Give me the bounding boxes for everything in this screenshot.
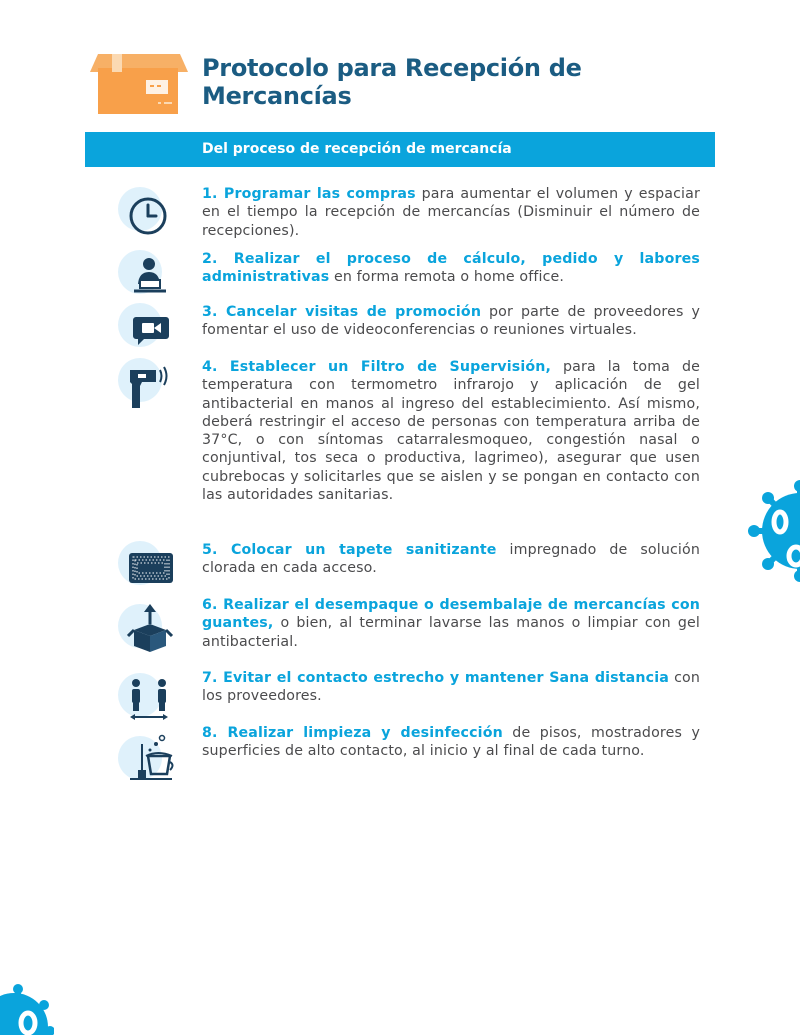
item-highlight: 6. Realizar el desempaque o desembalaje de mercancías con guantes, (202, 597, 700, 632)
item-text (202, 303, 700, 340)
item-highlight: 5. Colocar un tapete sanitizante (202, 542, 497, 558)
item-highlight: 7. Evitar el contacto estrecho y mantener Sana distancia (202, 670, 669, 686)
virus-icon (748, 478, 800, 584)
video-call-icon (116, 303, 176, 353)
item-highlight: 2. Realizar el proceso de cálculo, pedido y labores administrativas (202, 251, 700, 286)
item-highlight: 8. Realizar limpieza y desinfección (202, 725, 503, 741)
social-distance-icon (116, 669, 176, 725)
item-text (202, 185, 700, 240)
item-body: de pisos, mostradores y superficies de alto contacto, al inicio y al final de cada turno. (202, 725, 700, 760)
package-box-icon (88, 50, 190, 114)
virus-icon (0, 983, 54, 1035)
unboxing-icon (116, 596, 176, 652)
remote-work-icon (116, 250, 176, 300)
item-body: para aumentar el volumen y espaciar en el tiempo la recepción de mercancías (Disminuir el número de recepciones). (202, 186, 700, 239)
item-highlight: 4. Establecer un Filtro de Supervisión, (202, 359, 552, 375)
item-highlight: 3. Cancelar visitas de promoción (202, 304, 482, 320)
section-header (85, 132, 715, 167)
sanitizing-mat-icon (116, 541, 176, 591)
item-body: para la toma de temperatura con termometro infrarojo y aplicación de gel antibacterial en manos al ingreso del establecimiento. Así mismo, deberá restringir el acceso de personas con temperatura arriba de 37°C, o con síntomas catarralesmoqueo, congestión nasal o conjuntival, tos seca o productiva, lagrimeo), asegurar que usen cubrebocas y solicitarles que se aislen y se pongan en contacto con las autoridades sanitarias. (202, 359, 701, 504)
item-body: por parte de proveedores y fomentar el uso de videoconferencias o reuniones virtuales. (202, 304, 700, 339)
clock-icon (116, 185, 176, 235)
item-body: con los proveedores. (202, 670, 700, 705)
item-text (202, 250, 700, 287)
page-title: Protocolo para Recepción de Mercancías (202, 54, 582, 110)
infrared-thermometer-icon (116, 358, 176, 414)
item-body: o bien, al terminar lavarse las manos o limpiar con gel antibacterial. (202, 615, 700, 650)
item-body: impregnado de solución clorada en cada acceso. (202, 542, 700, 577)
item-text (202, 669, 700, 706)
item-highlight: 1. Programar las compras (202, 186, 416, 202)
item-text (202, 541, 700, 578)
item-text (202, 596, 700, 651)
section-label: Del proceso de recepción de mercancía (202, 141, 512, 157)
item-text (202, 358, 700, 504)
item-text (202, 724, 700, 761)
item-body: en forma remota o home office. (329, 269, 565, 286)
cleaning-bucket-icon (116, 724, 176, 782)
